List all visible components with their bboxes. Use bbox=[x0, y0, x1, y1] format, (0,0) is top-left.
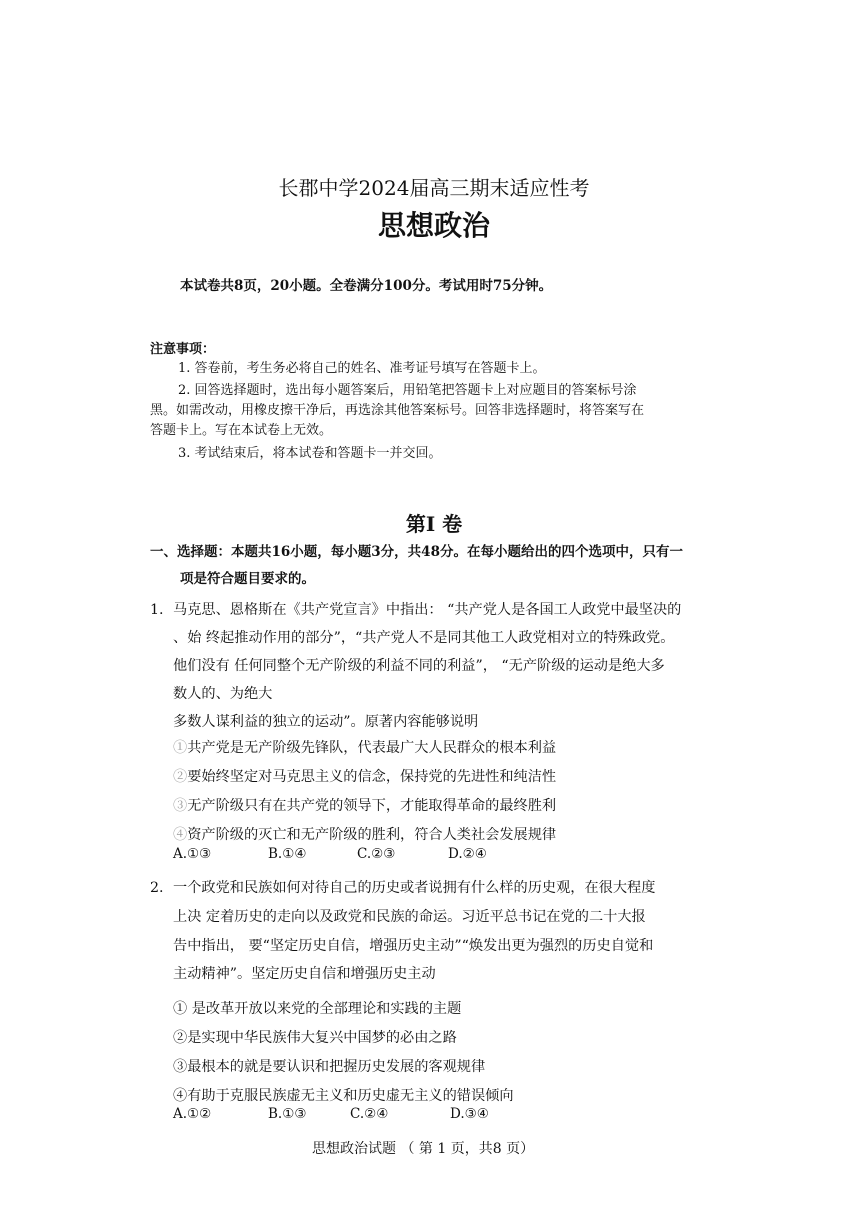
question-1-answer-c: C.②③ bbox=[357, 846, 396, 862]
notice-item-2-line-2: 黑。如需改动，用橡皮擦干净后，再选涂其他答案标号。回答非选择题时，将答案写在 bbox=[150, 403, 645, 418]
question-1-answer-a: A.①③ bbox=[173, 846, 212, 862]
option-marker: ① bbox=[173, 740, 188, 756]
question-2-stem-line: 上决 定着历史的走向以及政党和民族的命运。习近平总书记在党的二十大报 bbox=[173, 909, 646, 925]
notice-item-2-line-1: 2. 回答选择题时，选出每小题答案后，用铅笔把答题卡上对应题目的答案标号涂 bbox=[178, 383, 637, 398]
question-2-option-3: ③最根本的就是要认识和把握历史发展的客观规律 bbox=[173, 1059, 486, 1075]
notice-item-2-line-3: 答题卡上。写在本试卷上无效。 bbox=[150, 423, 333, 438]
option-text: 共产党是无产阶级先锋队，代表最广大人民群众的根本利益 bbox=[187, 740, 557, 756]
question-2-answer-d: D.③④ bbox=[450, 1106, 489, 1122]
question-1-answer-d: D.②④ bbox=[448, 846, 487, 862]
question-2-option-2: ②是实现中华民族伟大复兴中国梦的必由之路 bbox=[173, 1030, 457, 1046]
question-2-answer-a: A.①② bbox=[173, 1106, 212, 1122]
question-1-option-2 bbox=[173, 767, 556, 787]
exam-summary: 本试卷共8页，20小题。全卷满分100分。考试用时75分钟。 bbox=[180, 278, 553, 294]
option-marker: ② bbox=[173, 769, 188, 785]
question-1-option-4 bbox=[173, 825, 556, 845]
question-1-answer-b: B.①④ bbox=[268, 846, 307, 862]
question-2-option-1: ① 是改革开放以来党的全部理论和实践的主题 bbox=[173, 1001, 462, 1017]
option-text: 要始终坚定对马克思主义的信念，保持党的先进性和纯洁性 bbox=[187, 769, 557, 785]
option-text: 资产阶级的灭亡和无产阶级的胜利，符合人类社会发展规律 bbox=[187, 827, 557, 843]
question-2-option-4: ④有助于克服民族虚无主义和历史虚无主义的错误倾向 bbox=[173, 1088, 514, 1104]
question-1-option-1 bbox=[173, 738, 556, 758]
exam-school-title: 长郡中学2024届高三期末适应性考 bbox=[278, 176, 590, 200]
question-2-stem-line: 告中指出， 要“坚定历史自信，增强历史主动”“焕发出更为强烈的历史自觉和 bbox=[173, 938, 654, 954]
question-1-stem-line: 马克思、恩格斯在《共产党宣言》中指出： “共产党人是各国工人政党中最坚决的 bbox=[173, 602, 682, 618]
option-marker: ③ bbox=[173, 798, 188, 814]
question-2-stem-line: 主动精神”。坚定历史自信和增强历史主动 bbox=[173, 966, 436, 982]
part-1-title: 第I 卷 bbox=[405, 512, 463, 536]
question-1-option-3 bbox=[173, 796, 556, 816]
option-text: 无产阶级只有在共产党的领导下，才能取得革命的最终胜利 bbox=[187, 798, 557, 814]
notice-item-1: 1. 答卷前，考生务必将自己的姓名、准考证号填写在答题卡上。 bbox=[178, 361, 546, 376]
section-1-instruction-line-1: 一、选择题：本题共16小题，每小题3分，共48分。在每小题给出的四个选项中，只有一 bbox=[150, 544, 683, 560]
page-footer: 思想政治试题 （ 第 1 页，共8 页） bbox=[312, 1141, 535, 1157]
question-1-stem-line: 数人的、为绝大 bbox=[173, 686, 273, 702]
question-1-number: 1. bbox=[150, 602, 164, 618]
question-2-stem-line: 一个政党和民族如何对待自己的历史或者说拥有什么样的历史观，在很大程度 bbox=[173, 880, 656, 896]
question-1-stem-line: 、始 终起推动作用的部分”，“共产党人不是同其他工人政党相对立的特殊政党。 bbox=[173, 630, 675, 646]
question-1-stem-line: 他们没有 任何同整个无产阶级的利益不同的利益”， “无产阶级的运动是绝大多 bbox=[173, 658, 665, 674]
notice-heading: 注意事项： bbox=[150, 342, 216, 357]
question-1-stem-line: 多数人谋利益的独立的运动”。原著内容能够说明 bbox=[173, 714, 479, 730]
question-2-answer-c: C.②④ bbox=[350, 1106, 389, 1122]
question-2-answer-b: B.①③ bbox=[268, 1106, 307, 1122]
section-1-instruction-line-2: 项是符合题目要求的。 bbox=[180, 571, 315, 587]
exam-subject-title: 思想政治 bbox=[377, 209, 490, 242]
option-marker: ④ bbox=[173, 827, 188, 843]
question-2-number: 2. bbox=[150, 880, 164, 896]
notice-item-3: 3. 考试结束后，将本试卷和答题卡一并交回。 bbox=[178, 446, 442, 461]
